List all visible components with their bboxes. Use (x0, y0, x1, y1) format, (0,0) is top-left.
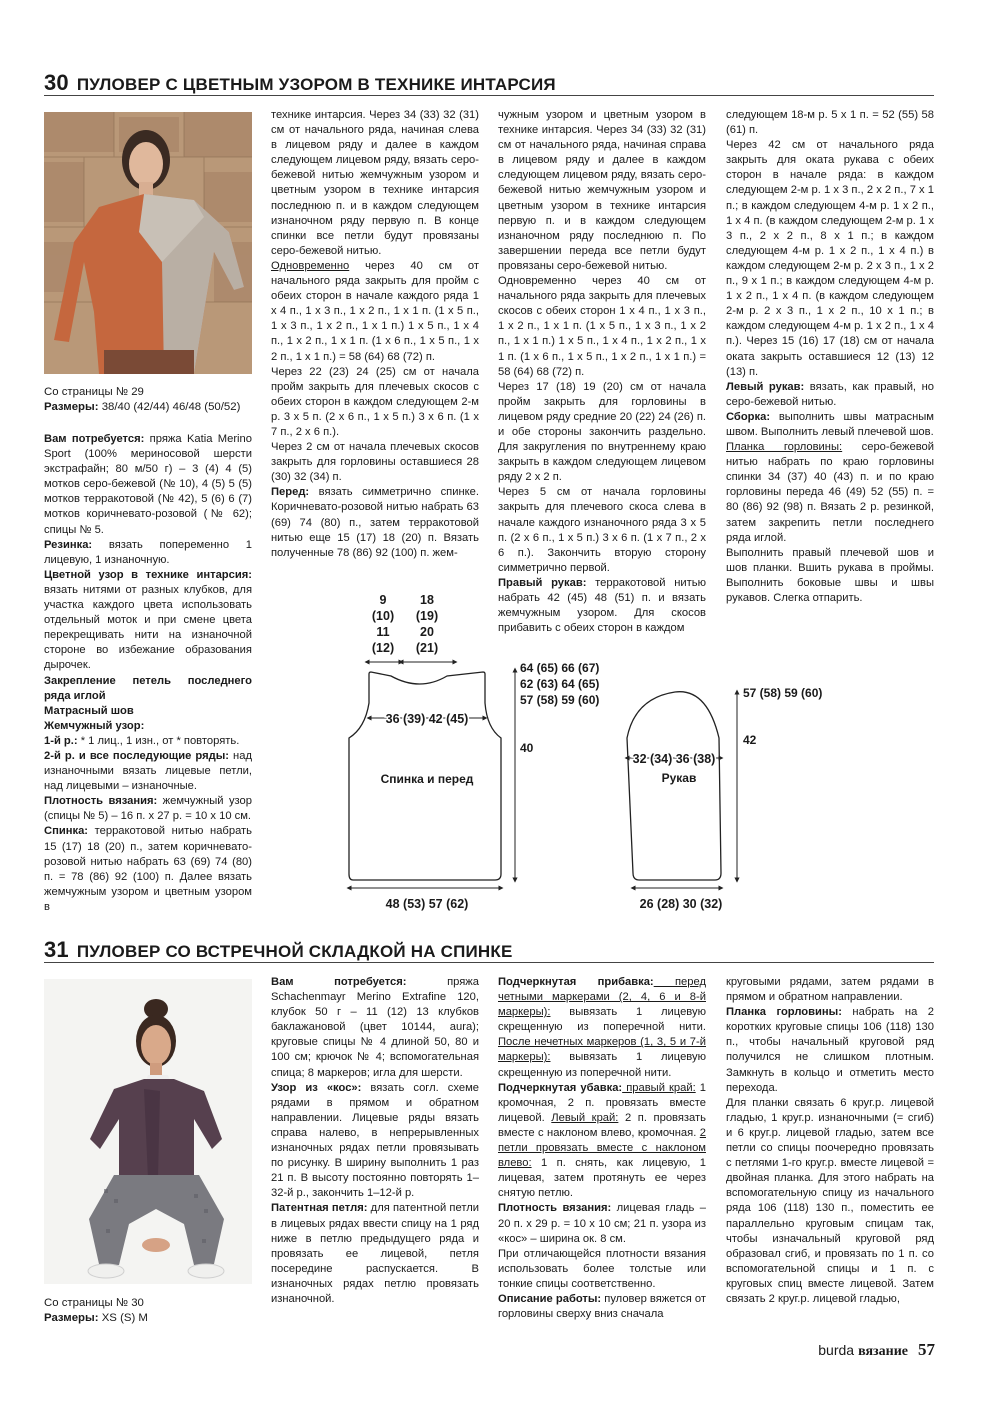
column-31-2 (271, 975, 479, 1307)
paragraph (498, 485, 706, 576)
paragraph-text: Через 17 (18) 19 (20) см от начала пройм закрыть для горловины в лицевом ряду средние 20 (22) 24 (26) п. и обе стороны закончить раздельно. Для закругления по внутреннему краю закрыть в каждом следующем лицевом ряду 2 х 2 п. (498, 380, 706, 484)
column-30-1 (44, 432, 252, 915)
paragraph-text: для патентной петли в лицевых рядах ввести спицу на 1 ряд ниже в петлю предыдущего ряда и провязать ее лицевой, петля посередине распускается. В изнаночных рядах петлю провязать изнаночной. (271, 1202, 479, 1305)
paragraph (498, 1081, 706, 1202)
paragraph-text: вывязать 1 лицевую скрещенную из поперечной нити. (498, 1051, 706, 1079)
paragraph-text: технике интарсия. Через 34 (33) 32 (31) см от начального ряда, начиная слева в лицевом ряду и далее в каждом следующем лицевом ряду, вязать серо-бежевой нитью жемчужным узором и цветным узором в технике интарсия последнюю п. и в каждом следующем изнаночном ряду первую п. В конце спинки все петли будут провязаны серо-бежевой нитью. (271, 109, 479, 257)
paragraph (44, 719, 252, 734)
paragraph (44, 734, 252, 749)
column-30-4 (726, 108, 934, 606)
paragraph (44, 432, 252, 538)
paragraph (726, 410, 934, 440)
paragraph-text: вязать попеременно 1 лицевую, 1 изнаночную. (44, 538, 252, 566)
sizes-label: Размеры: (44, 1312, 99, 1324)
section-title: ПУЛОВЕР С ЦВЕТНЫМ УЗОРОМ В ТЕХНИКЕ ИНТАРСИЯ (76, 75, 556, 94)
paragraph-lead: 1-й р.: (44, 734, 78, 747)
paragraph-lead: Закрепление петель последнего ряда иглой (44, 674, 252, 702)
height-side: 40 (520, 741, 534, 755)
neck-a-2: (10) (371, 609, 395, 623)
paragraph (44, 674, 252, 704)
paragraph-lead: Цветной узор в технике интарсия: (44, 568, 252, 581)
photo-sweater-31 (44, 979, 252, 1284)
column-30-3 (498, 108, 706, 636)
section-number: 30 (44, 70, 69, 95)
sizes-value: 38/40 (42/44) 46/48 (50/52) (98, 401, 241, 413)
paragraph-lead: 2-й р. и все последующие ряды: (44, 749, 229, 762)
body-label: Спинка и перед (380, 772, 474, 786)
paragraph-lead: Плотность вязания: (44, 795, 158, 808)
paragraph (726, 975, 934, 1005)
column-31-4 (726, 975, 934, 1307)
paragraph-text: над изнаночными вязать лицевые петли, над лицевыми – изнаночные. (44, 749, 252, 793)
sleeve-label: Рукав (661, 771, 697, 785)
height-top-2: 62 (63) 64 (65) (520, 677, 600, 691)
paragraph-lead: Вам потребуется: (271, 976, 407, 988)
page-footer (818, 1340, 935, 1360)
sleeve-width-label: 32 (34) 36 (38) (632, 752, 716, 766)
section-title: ПУЛОВЕР СО ВСТРЕЧНОЙ СКЛАДКОЙ НА СПИНКЕ (76, 942, 513, 961)
paragraph-text: следующем 18-м р. 5 х 1 п. = 52 (55) 58 (61) п. (726, 109, 934, 137)
paragraph-text: Через 5 см от начала горловины закрыть для плечевого скоса слева в начале каждого изнаночного ряда 3 х 5 п. (2 х 6 п., 1 х 5 п.) 3 х 6 п. (1 х 7 п., 2 х 6 п.). Закончить вторую сторону симметрично первой. (498, 486, 706, 574)
paragraph-text: терракотовой нитью набрать 42 (45) 48 (51) п. и вязать жемчужным узором. Для скосов прибавить с обеих сторон в каждом (498, 576, 706, 635)
paragraph (726, 1005, 934, 1096)
paragraph-lead: Узор из «кос»: (271, 1081, 362, 1094)
paragraph-text: вязать согл. схеме рядами в прямом и обратном направлении. Лицевые ряды вязать справа налево, в непрерывленных изнаночных рядах петли провязывать по рисунку. В ширину выполнить 1 раз 21 п. В высоту постоянно повторять 1–32-й р., закончить 1–12-й р. (271, 1081, 479, 1200)
paragraph-lead: Планка горловины: (726, 1006, 842, 1019)
paragraph-text: пряжа Schachenmayr Merino Extrafine 120, клубок 50 г – 11 (12) 13 клубков баклажановой (цвет 10144, aura); круговые спицы № 4 длиной 50, 80 и 100 см; крючок № 4; вспомогательная спица; 8 маркеров; игла для шерсти. (271, 976, 480, 1079)
paragraph-lead: Подчеркнутая убавка: (498, 1081, 623, 1094)
paragraph-lead: Вам потребуется: (44, 433, 145, 445)
paragraph (44, 568, 252, 674)
heading-rule (44, 962, 934, 963)
height-top-3: 57 (58) 59 (60) (520, 693, 600, 707)
pattern-diagram (335, 588, 823, 916)
page-number: 57 (918, 1340, 935, 1359)
paragraph-text: Через 2 см от начала плечевых скосов закрыть для горловины оставшиеся 28 (30) 32 (34) п. (271, 441, 479, 484)
paragraph-lead: Матрасный шов (44, 704, 134, 717)
paragraph-lead: Подчеркнутая прибавка: (498, 976, 654, 988)
paragraph-text: Через 42 см от начального ряда закрыть для оката рукава с обеих сторон в начале ряда: в каждом следующем 2-м р. 1 х 3 п., 2 х 2 п., 7 х 1 п.; в каждом следующем 4-м р. 1 х 2 п., 1 х 4 п. (в каждом следующем 2-м р. 1 х 3 п., 2 х 2 п., 8 х 1 п.; в каждом следующем 4-м р. 1 х 2 п., 1 х 4 п.) в каждом следующем 2-м р. 2 х 3 п., 1 х 2 п., 9 х 1 п.; в каждом следующем 4-м р. 1 х 2 п., 1 х 4 п. (в каждом следующем 2-м р. 2 х 3 п., 1 х 2 п., 10 х 1 п.; в каждом следующем 4-м р. 1 х 2 п., 1 х 4 п.). Через 15 (16) 17 (18) см от начала оката закрыть оставшиеся 12 (13) 12 (13) п. (726, 139, 934, 378)
paragraph (44, 749, 252, 794)
paragraph (726, 108, 934, 138)
sleeve-height-label: 42 (743, 733, 757, 747)
paragraph (271, 259, 479, 365)
neck-a-1: 9 (379, 593, 387, 607)
paragraph (271, 365, 479, 440)
paragraph-text: Выполнить правый плечевой шов и шов планки. Вшить рукава в проймы. Выполнить боковые швы и швы рукавов. Слегка отпарить. (726, 546, 934, 604)
paragraph-text: Одновременно через 40 см от начального ряда закрыть для плечевых скосов с обеих сторон 1 х 4 п., 1 х 3 п., 1 х 2 п., 1 х 1 п. (1 х 5 п., 1 х 3 п., 1 х 2 п., 1 х 1 п.) 1 х 5 п., 1 х 4 п., 1 х 2 п., 1 х 1 п. (1 х 6 п., 1 х 5 п., 1 х 2 п., 1 х 1 п.) = 58 (64) 68 (72) п. (498, 275, 706, 378)
neck-b-2: (19) (415, 609, 439, 623)
paragraph-text: выполнить швы матрасным швом. Выполнить левый плечевой шов. (726, 410, 934, 438)
paragraph (44, 794, 252, 824)
bottom-width-label: 48 (53) 57 (62) (385, 897, 469, 911)
section-30-heading (44, 70, 556, 96)
paragraph-lead: Резинка: (44, 538, 93, 551)
sizes-value: XS (S) M (98, 1312, 148, 1324)
paragraph-lead: Правый рукав: (498, 576, 587, 589)
paragraph (498, 274, 706, 380)
paragraph-lead: Спинка: (44, 825, 89, 838)
paragraph (271, 1081, 479, 1202)
paragraph-lead: Описание работы: (498, 1292, 602, 1305)
paragraph (44, 704, 252, 719)
paragraph (498, 1247, 706, 1292)
neck-b-1: 18 (420, 593, 434, 607)
paragraph-text: вязать нитями от разных клубков, для участка каждого цвета использовать отдельный моток и при смене цвета перекрещивать нити на изнаночной стороне во избежание образования дырочек. (44, 583, 252, 672)
source-page: Со страницы № 29 (44, 386, 144, 398)
paragraph (498, 1201, 706, 1246)
column-30-2 (271, 108, 479, 561)
paragraph (271, 975, 479, 1081)
source-page: Со страницы № 30 (44, 1297, 144, 1309)
magazine-brand: burda (818, 1342, 855, 1358)
paragraph-text: набрать на 2 коротких круговые спицы 106 (118) 130 п., чтобы начальный круговой ряд получился не слишком плотным. Замкнуть в кольцо и отметить место перехода. (726, 1006, 935, 1094)
paragraph-lead: Жемчужный узор: (44, 719, 145, 732)
paragraph-lead: Перед: (271, 486, 310, 499)
neck-a-3: 11 (376, 625, 390, 639)
paragraph (498, 1292, 706, 1322)
paragraph-text: круговыми рядами, затем рядами в прямом и обратном направлении. (726, 976, 934, 1004)
paragraph (726, 1096, 934, 1307)
sizes-line (44, 400, 254, 415)
paragraph-text: через 40 см от начального ряда закрыть для пройм с обеих сторон в начале каждого ряда 1 х 4 п., 1 х 3 п., 1 х 2 п., 1 х 1 п. (1 х 5 п., 1 х 3 п., 1 х 2 п., 1 х 1 п.) 1 х 5 п., 1 х 4 п., 1 х 2 п., 1 х 1 п. (1 х 6 п., 1 х 5 п., 1 х 2 п., 1 х 1 п.) = 58 (64) 68 (72) п. (271, 259, 479, 363)
paragraph (271, 485, 479, 560)
paragraph (726, 138, 934, 380)
paragraph (271, 1201, 479, 1307)
sizes-label: Размеры: (44, 401, 99, 413)
paragraph (726, 440, 934, 546)
underlined-run: После нечетных маркеров (1, 3, 5 и 7-й маркеры): (498, 1036, 706, 1064)
paragraph (271, 108, 479, 259)
paragraph-text: чужным узором и цветным узором в технике интарсия. Через 34 (33) 32 (31) см от начального ряда, начиная справа в лицевом ряду и далее в каждом следующем лицевом ряду, вязать серо-бежевой нитью жемчужным узором и цветным узором в технике интарсия первую п. и в каждом следующем изнаночном ряду последнюю п. По завершении переда все петли будут провязаны серо-бежевой нитью. (498, 109, 706, 272)
underlined-run: Одновременно (271, 259, 350, 272)
underlined-run: Левый край: (551, 1111, 619, 1124)
paragraph (271, 440, 479, 485)
paragraph-text: 1 п. снять, как лицевую, 1 лицевая, затем протянуть ее через снятую петлю. (498, 1157, 706, 1200)
paragraph (44, 824, 252, 915)
paragraph-text: При отличающейся плотности вязания использовать более толстые или тонкие спицы соответственно. (498, 1247, 706, 1290)
paragraph-lead: Левый рукав: (726, 380, 805, 393)
underlined-run: 2 петли провязать вместе с наклоном влево: (498, 1126, 706, 1170)
underlined-run: перед четными маркерами (2, 4, 6 и 8-й маркеры): (498, 976, 706, 1019)
paragraph (498, 380, 706, 486)
paragraph-lead: Патентная петля: (271, 1202, 368, 1215)
paragraph-text: лицевая гладь – 20 п. х 29 р. = 10 х 10 см; 21 п. узора из «кос» – ширина ок. 8 см. (498, 1202, 706, 1245)
paragraph (498, 108, 706, 274)
paragraph-lead: Сборка: (726, 410, 771, 423)
paragraph-text: 1 кромочная, 2 п. провязать вместе лицевой. (498, 1081, 706, 1124)
underlined-run: правый край: (622, 1081, 696, 1094)
paragraph-text: 2 п. провязать вместе с наклоном влево, кромочная. (498, 1111, 706, 1139)
paragraph-text: вывязать 1 лицевую скрещенную из поперечной нити. (498, 1006, 706, 1034)
chest-width-label: 36 (39) 42 (45) (385, 712, 469, 726)
sleeve-outline (627, 692, 721, 880)
magazine-brand-2: вязание (858, 1344, 908, 1359)
paragraph-text: вязать симметрично спинке. Коричневато-розовой нитью набрать 63 (69) 74 (80) п., затем терракотовой нитью еще 15 (17) 18 (20) п. Вязать полученные 78 (86) 92 (100) п. жем- (271, 486, 479, 559)
neck-b-4: (21) (415, 641, 439, 655)
heading-rule (44, 95, 934, 96)
paragraph-text: пряжа Katia Merino Sport (100% мериносовой шерсти экстрафайн; 80 м/50 г) – 3 (4) 4 (5) мотков серо-бежевой (№ 10), 4 (5) 5 (5) мотков терракотовой (№ 42), 5 (6) 6 (7) мотков коричневато-розовой (№ 62); спицы № 5. (44, 433, 252, 536)
caption-30 (44, 385, 254, 415)
photo-sweater-30 (44, 112, 252, 374)
section-number: 31 (44, 937, 69, 962)
sleeve-bottom-label: 26 (28) 30 (32) (639, 897, 723, 911)
height-top-1: 64 (65) 66 (67) (520, 661, 600, 675)
paragraph-text: серо-бежевой нитью набрать по краю горловины спинки 34 (37) 40 (43) п. и по краю горловины переда 46 (49) 52 (55) п. = 80 (86) 92 (98) п. Вязать 2 р. резинкой, затем закрепить петли последнего ряда иглой. (726, 441, 935, 544)
paragraph-text: * 1 лиц., 1 изн., от * повторять. (77, 734, 240, 747)
paragraph-text: жемчужный узор (спицы № 5) – 16 п. х 27 р. = 10 х 10 см. (44, 795, 252, 823)
paragraph-text: терракотовой нитью набрать 15 (17) 18 (20) п., затем коричневато-розовой нитью набрать 63 (69) 74 (80) п. = 78 (86) 92 (100) п. Далее вязать жемчужным узором и цветным узором в (44, 825, 252, 913)
paragraph-lead: Плотность вязания: (498, 1202, 612, 1215)
section-31-heading (44, 937, 513, 963)
paragraph-text: Через 22 (23) 24 (25) см от начала пройм закрыть для плечевых скосов с обеих сторон в каждом следующем 2-м р. 3 х 5 п. (2 х 6 п., 1 х 5 п.) 3 х 6 п. (1 х 7 п., 2 х 6 п.). (271, 365, 479, 438)
paragraph (44, 538, 252, 568)
paragraph (498, 975, 706, 1081)
paragraph-text: Для планки связать 6 круг.р. лицевой гладью, 1 круг.р. изнаночными (= сгиб) и 6 круг.р. лицевой гладью, затем все петли со спицы поочередно провязать с петлями 1-го круг.р. вместе лицевой = двойная планка. Для этого набрать на вспомогательную спицу из начального ряда 106 (118) 130 п., поместить ее параллельно круговым спицам так, чтобы изначальный круговой ряд образовал сгиб, и провязать по 1 п. со вспомогательной спицы и 1 п. с круговых спиц вместе лицевой. Затем связать 2 круг.р. лицевой гладью, (726, 1096, 934, 1305)
neck-a-4: (12) (371, 641, 395, 655)
sizes-line (44, 1311, 254, 1326)
neck-b-3: 20 (420, 625, 434, 639)
paragraph-text: вязать, как правый, но серо-бежевой нитью. (726, 380, 934, 408)
underlined-run: Планка горловины: (726, 441, 843, 454)
column-31-3 (498, 975, 706, 1322)
paragraph (726, 380, 934, 410)
sleeve-top-label: 57 (58) 59 (60) (743, 686, 823, 700)
caption-31 (44, 1296, 254, 1326)
paragraph-text: пуловер вяжется от горловины сверху вниз сначала (498, 1292, 706, 1321)
